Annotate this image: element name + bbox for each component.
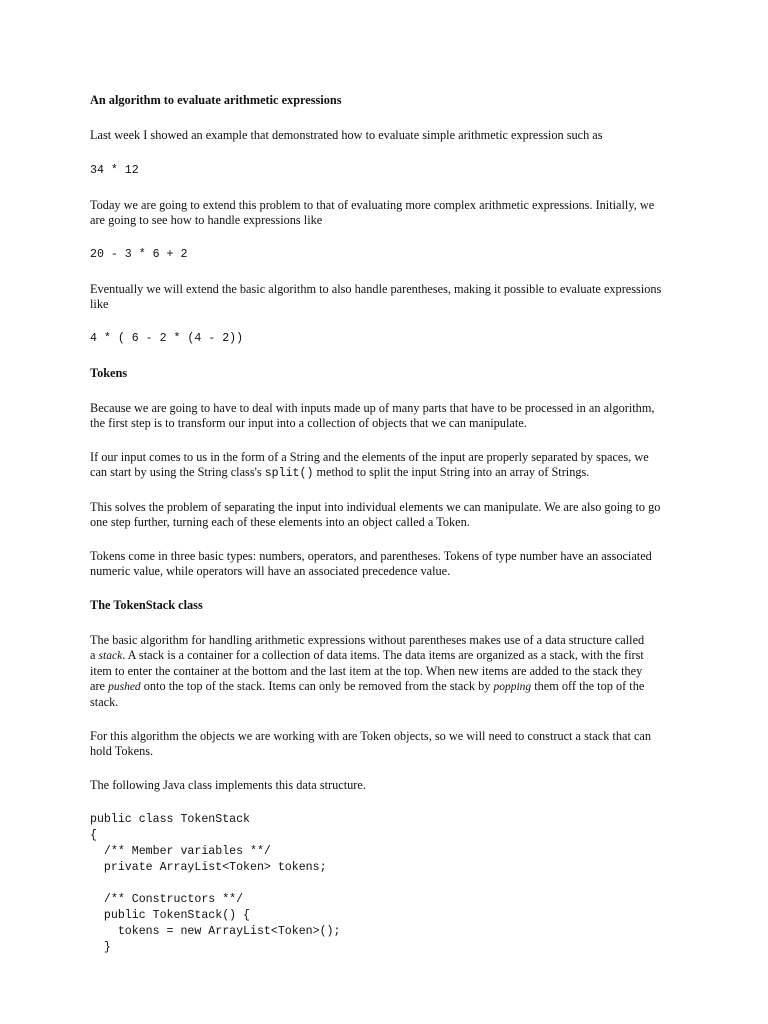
paragraph-stack-line3: item to enter the container at the bottom and the last item at the top. When new items are added to the stack they [90,664,643,678]
inline-code-split: split() [264,467,314,480]
code-example-precedence: 20 - 3 * 6 + 2 [90,248,188,261]
paragraph-stack-line4-pre: are [90,679,109,693]
code-line: public class TokenStack [90,813,251,826]
paragraph-stack-line4-post: them off the top of the [531,679,645,693]
paragraph-java-class: The following Java class implements this data structure. [90,778,366,792]
paragraph-split-line2-pre: can start by using the String class's [90,465,265,479]
paragraph-stack-line1: The basic algorithm for handling arithmetic expressions without parentheses makes use of a data structure called [90,633,645,647]
italic-pushed: pushed [108,681,141,693]
paragraph-stack [90,633,680,710]
paragraph-token-stack-need-line2: hold Tokens. [90,744,154,758]
paragraph-parentheses-line1: Eventually we will extend the basic algorithm to also handle parentheses, making it possible to evaluate expressions [90,282,662,296]
paragraph-split [90,450,680,481]
heading-tokenstack: The TokenStack class [90,598,203,612]
document-title: An algorithm to evaluate arithmetic expressions [90,93,342,107]
code-line: } [90,941,111,954]
paragraph-tokens-intro [90,401,680,431]
paragraph-stack-line4-mid: onto the top of the stack. Items can only be removed from the stack by [140,679,494,693]
paragraph-token-objects-line1: This solves the problem of separating the input into individual elements we can manipulate. We are also going to go [90,500,661,514]
code-line [90,876,680,892]
italic-stack: stack [98,650,123,662]
paragraph-stack-line5: stack. [90,695,119,709]
paragraph-split-line2-post: method to split the input String into an array of Strings. [313,465,590,479]
document-page [90,93,680,956]
code-line: /** Member variables **/ [90,845,271,858]
code-line: tokens = new ArrayList<Token>(); [90,925,341,938]
paragraph-token-stack-need [90,729,680,759]
code-example-parentheses: 4 * ( 6 - 2 * (4 - 2)) [90,332,244,345]
paragraph-parentheses-line2: like [90,297,109,311]
paragraph-stack-line2-post: . A stack is a container for a collection of data items. The data items are organized as a stack, with the first [122,648,644,662]
code-line: /** Constructors **/ [90,893,244,906]
paragraph-token-objects [90,500,680,530]
paragraph-token-objects-line2: one step further, turning each of these elements into an object called a Token. [90,515,470,529]
paragraph-stack-line2-pre: a [90,648,99,662]
code-line: public TokenStack() { [90,909,251,922]
code-example-simple: 34 * 12 [90,164,139,177]
heading-tokens: Tokens [90,366,128,380]
paragraph-extend-line1: Today we are going to extend this problem to that of evaluating more complex arithmetic expressions. Initially, we [90,198,655,212]
paragraph-intro: Last week I showed an example that demonstrated how to evaluate simple arithmetic expression such as [90,128,603,142]
code-line: private ArrayList<Token> tokens; [90,861,327,874]
code-line: { [90,829,97,842]
paragraph-extend [90,198,680,228]
paragraph-token-types-line2: numeric value, while operators will have an associated precedence value. [90,564,451,578]
paragraph-token-stack-need-line1: For this algorithm the objects we are working with are Token objects, so we will need to construct a stack that can [90,729,652,743]
italic-popping: popping [493,681,532,693]
paragraph-split-line1: If our input comes to us in the form of a String and the elements of the input are properly separated by spaces, we [90,450,649,464]
paragraph-tokens-intro-line2: the first step is to transform our input into a collection of objects that we can manipulate. [90,416,527,430]
paragraph-token-types-line1: Tokens come in three basic types: numbers, operators, and parentheses. Tokens of type number have an associated [90,549,652,563]
paragraph-tokens-intro-line1: Because we are going to have to deal with inputs made up of many parts that have to be processed in an algorithm, [90,401,655,415]
paragraph-parentheses [90,282,680,312]
paragraph-extend-line2: are going to see how to handle expressions like [90,213,323,227]
code-block-tokenstack [90,812,680,956]
paragraph-token-types [90,549,680,579]
